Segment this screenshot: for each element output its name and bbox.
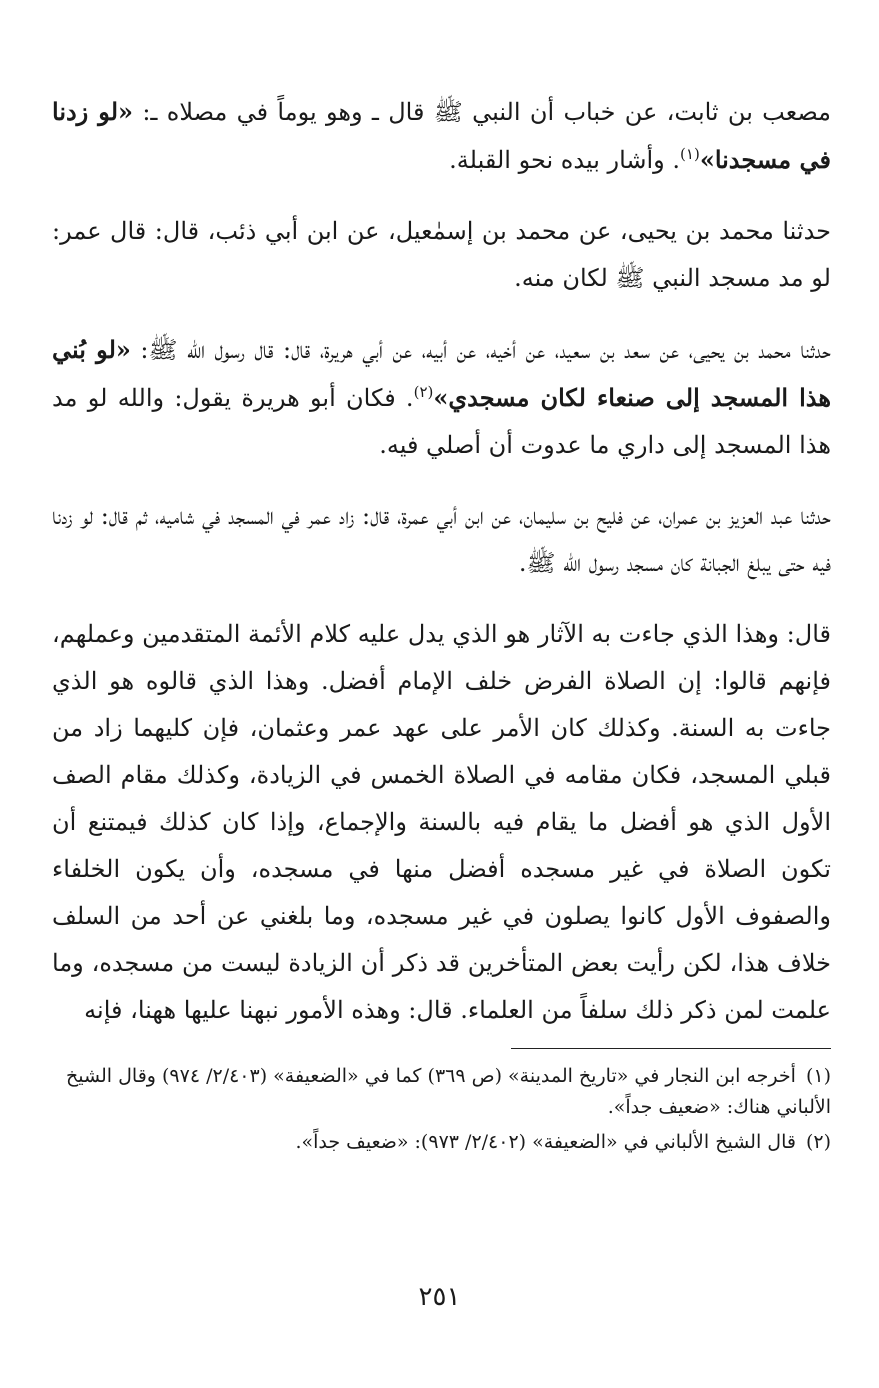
text-segment: حدثنا محمد بن يحيى، عن محمد بن إسمٰعيل، عن ابن أبي ذئب، قال: قال عمر: لو مد مسجد النبي ﷺ لكان منه. [52,217,831,292]
footnote-ref: (٢) [413,383,434,401]
text-segment: قال: وهذا الذي جاءت به الآثار هو الذي يدل عليه كلام الأئمة المتقدمين وعملهم، فإنهم قالوا: إن الصلاة الفرض خلف الإمام أفضل. وهذا الذي قالوه هو الذي جاءت به السنة. وكذلك كان الأمر على عهد عمر وعثمان، فإن كليهما زاد من قبلي المسجد، فكان مقامه في الصلاة الخمس في الزيادة، وكذلك مقام الصف الأول الذي هو أفضل ما يقام فيه بالسنة والإجماع، وإذا كان كذلك فيمتنع أن تكون الصلاة في غير مسجده أفضل منها في مسجده، وأن يكون الخلفاء والصفوف الأول كانوا يصلون في غير مسجده، وما بلغني عن أحد من السلف خلاف هذا، لكن رأيت بعض المتأخرين قد ذكر أن الزيادة ليست من مسجده، وما علمت لمن ذكر ذلك سلفاً من العلماء. قال: وهذه الأمور نبهنا عليها ههنا، فإنه [52,620,831,1024]
page-number: ٢٥١ [418,1282,461,1312]
hadith-quote: «لو بُني هذا المسجد إلى صنعاء لكان مسجدي» [52,335,832,412]
footnote-text: قال الشيخ الألباني في «الضعيفة» (٢/٤٠٢/ ٩٧٣): «ضعيف جداً». [295,1131,796,1153]
paragraph [52,611,831,1034]
footnote-number: (٢) [805,1131,831,1153]
body-text [52,88,831,1034]
text-segment: . فكان أبو هريرة يقول: والله لو مد هذا المسجد إلى داري ما عدوت أن أصلي فيه. [52,384,831,459]
footnote-number: (١) [805,1065,831,1087]
footnote [52,1127,831,1158]
footnote-ref: (١) [680,145,700,163]
text-segment: مصعب بن ثابت، عن خباب أن النبي ﷺ قال ـ وهو يوماً في مصلاه ـ: [133,98,831,126]
text-segment: . وأشار بيده نحو القبلة. [449,146,681,174]
text-segment: حدثنا محمد بن يحيى، عن سعد بن سعيد، عن أخيه، عن أبيه، عن أبي هريرة، قال: قال رسول الله ﷺ: [130,336,831,364]
paragraph [52,208,831,302]
paragraph [52,326,831,469]
paragraph [52,88,831,184]
hadith-quote: «لو زدنا في مسجدنا» [52,97,831,174]
text-segment: حدثنا عبد العزيز بن عمران، عن فليح بن سليمان، عن ابن أبي عمرة، قال: زاد عمر في المسجد في شاميه، ثم قال: لو زدنا فيه حتى يبلغ الجبانة كان مسجد رسول الله ﷺ. [52,502,831,577]
footnote [52,1061,831,1123]
paragraph [52,493,831,587]
footnotes [52,1061,831,1158]
footnote-divider [511,1048,831,1049]
footnote-text: أخرجه ابن النجار في «تاريخ المدينة» (ص ٣٦٩) كما في «الضعيفة» (٢/٤٠٣/ ٩٧٤) وقال الشيخ الألباني هناك: «ضعيف جداً». [66,1065,831,1118]
